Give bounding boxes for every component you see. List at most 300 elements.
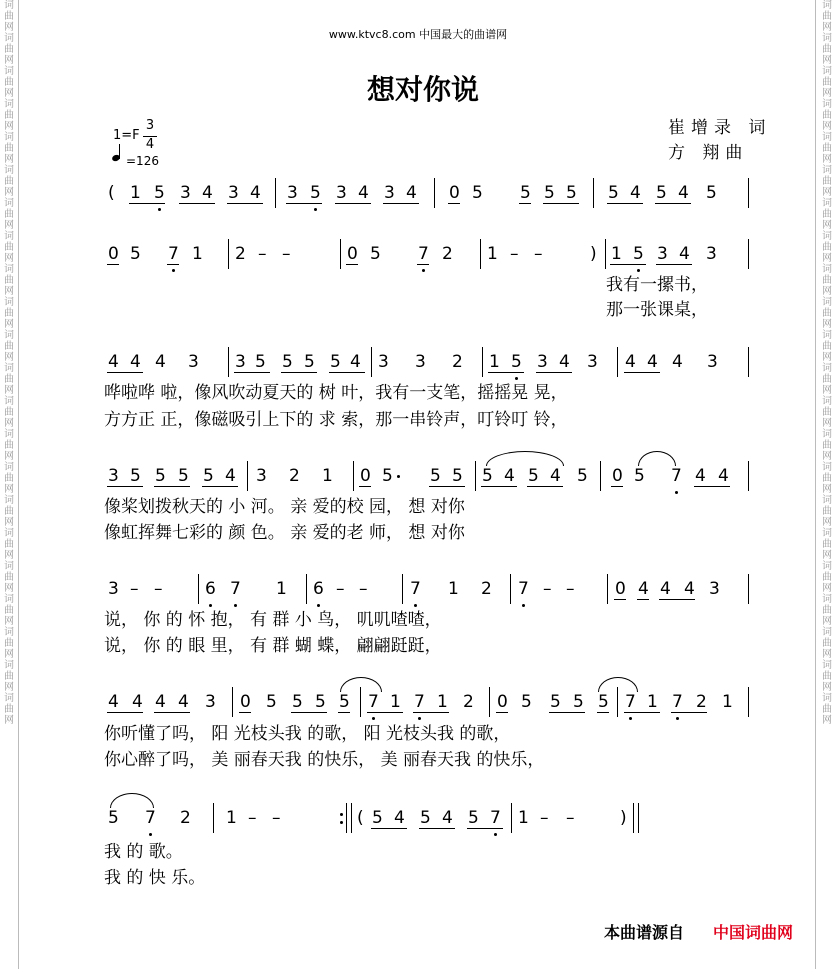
- beam-underline: [413, 712, 449, 713]
- octave-dot-below: [418, 717, 421, 720]
- watermark-glyph: 网: [822, 154, 832, 165]
- beam-underline: [624, 372, 660, 373]
- beam-underline: [655, 203, 691, 204]
- watermark-glyph: 词: [822, 693, 832, 704]
- watermark-glyph: 词: [822, 231, 832, 242]
- watermark-glyph: 曲: [4, 275, 14, 286]
- watermark-glyph: 曲: [4, 209, 14, 220]
- watermark-glyph: 词: [822, 429, 832, 440]
- bar-line: [748, 239, 749, 269]
- beam-underline: [611, 486, 623, 487]
- watermark-glyph: 词: [4, 132, 14, 143]
- score-symbol: 5: [521, 692, 532, 712]
- score-symbol: 5: [310, 183, 321, 203]
- lyric-line-1-verse-1: 我有一摞书，: [606, 275, 708, 295]
- watermark-glyph: 曲: [822, 242, 832, 253]
- score-symbol: –: [272, 808, 281, 828]
- beam-underline: [383, 203, 419, 204]
- watermark-glyph: 网: [4, 616, 14, 627]
- beam-underline: [107, 712, 143, 713]
- beam-underline: [338, 712, 350, 713]
- watermark-glyph: 曲: [4, 341, 14, 352]
- watermark-glyph: 词: [822, 66, 832, 77]
- score-symbol: 5: [468, 808, 479, 828]
- score-symbol: 7: [518, 579, 529, 599]
- score-symbol: 6: [205, 579, 216, 599]
- watermark-glyph: 网: [822, 517, 832, 528]
- watermark-glyph: 网: [4, 583, 14, 594]
- score-symbol: 5: [154, 183, 165, 203]
- score-symbol: 5: [452, 466, 463, 486]
- score-symbol: 5: [315, 692, 326, 712]
- bar-line: [482, 347, 483, 377]
- score-symbol: 5: [633, 244, 644, 264]
- score-symbol: (: [108, 183, 115, 203]
- watermark-glyph: 网: [4, 121, 14, 132]
- octave-dot-below: [234, 604, 237, 607]
- watermark-glyph: 曲: [822, 341, 832, 352]
- score-symbol: 3: [256, 466, 267, 486]
- score-symbol: 5: [178, 466, 189, 486]
- watermark-glyph: 曲: [4, 11, 14, 22]
- watermark-glyph: 网: [822, 715, 832, 726]
- score-symbol: 4: [660, 579, 671, 599]
- score-symbol: 5: [608, 183, 619, 203]
- beam-underline: [429, 486, 465, 487]
- score-symbol: ): [620, 808, 627, 828]
- score-symbol: 4: [672, 352, 683, 372]
- watermark-glyph: 网: [822, 352, 832, 363]
- score-symbol: 5: [304, 352, 315, 372]
- bar-line: [228, 239, 229, 269]
- score-symbol: 1: [487, 244, 498, 264]
- score-symbol: –: [336, 579, 345, 599]
- score-symbol: 3: [378, 352, 389, 372]
- score-symbol: 4: [647, 352, 658, 372]
- score-symbol: 2: [696, 692, 707, 712]
- score-symbol: 7: [414, 692, 425, 712]
- time-signature-bottom: 4: [145, 137, 155, 152]
- score-symbol: 5: [282, 352, 293, 372]
- score-symbol: 4: [132, 692, 143, 712]
- beam-underline: [179, 203, 215, 204]
- score-symbol: –: [154, 579, 163, 599]
- score-symbol: 4: [630, 183, 641, 203]
- score-symbol: –: [248, 808, 257, 828]
- score-symbol: 3: [235, 352, 246, 372]
- time-signature-top: 3: [145, 118, 155, 133]
- watermark-glyph: 网: [822, 319, 832, 330]
- watermark-glyph: 词: [4, 462, 14, 473]
- score-symbol: 1: [322, 466, 333, 486]
- score-symbol: 1: [448, 579, 459, 599]
- score-symbol: 4: [695, 466, 706, 486]
- octave-dot-below: [372, 717, 375, 720]
- beam-underline: [448, 203, 460, 204]
- score-symbol: 7: [625, 692, 636, 712]
- watermark-glyph: 网: [4, 22, 14, 33]
- score-symbol: 4: [678, 183, 689, 203]
- watermark-glyph: 词: [822, 660, 832, 671]
- bar-line: [402, 574, 403, 604]
- watermark-glyph: 词: [4, 99, 14, 110]
- bar-line: [607, 574, 608, 604]
- score-symbol: 5: [550, 692, 561, 712]
- watermark-glyph: 网: [822, 55, 832, 66]
- score-line-1: [0, 182, 836, 204]
- composer-credit: 方 翔曲: [668, 143, 749, 163]
- bar-line: [353, 461, 354, 491]
- watermark-glyph: 词: [4, 561, 14, 572]
- beam-underline: [656, 264, 692, 265]
- score-symbol: –: [540, 808, 549, 828]
- watermark-glyph: 曲: [4, 44, 14, 55]
- watermark-glyph: 网: [4, 451, 14, 462]
- watermark-glyph: 词: [4, 594, 14, 605]
- score-line-6: [0, 691, 836, 713]
- score-symbol: 2: [452, 352, 463, 372]
- score-symbol: 6: [313, 579, 324, 599]
- score-symbol: 4: [250, 183, 261, 203]
- watermark-glyph: 词: [822, 264, 832, 275]
- watermark-glyph: 网: [822, 22, 832, 33]
- score-symbol: –: [258, 244, 267, 264]
- tie-arc: [638, 451, 676, 466]
- watermark-glyph: 曲: [822, 539, 832, 550]
- watermark-glyph: 词: [4, 231, 14, 242]
- beam-underline: [624, 712, 660, 713]
- watermark-glyph: 词: [4, 429, 14, 440]
- watermark-glyph: 网: [4, 649, 14, 660]
- watermark-glyph: 曲: [822, 308, 832, 319]
- bar-line: [351, 803, 352, 833]
- score-symbol: 4: [130, 352, 141, 372]
- watermark-glyph: 曲: [4, 176, 14, 187]
- score-symbol: 1: [647, 692, 658, 712]
- watermark-glyph: 网: [822, 253, 832, 264]
- watermark-glyph: 词: [822, 462, 832, 473]
- beam-underline: [543, 203, 579, 204]
- brand-link[interactable]: 中国词曲网: [713, 923, 794, 942]
- score-symbol: 0: [497, 692, 508, 712]
- beam-underline: [597, 712, 609, 713]
- watermark-glyph: 词: [4, 495, 14, 506]
- watermark-glyph: 曲: [822, 77, 832, 88]
- beam-underline: [286, 203, 322, 204]
- watermark-glyph: 曲: [4, 440, 14, 451]
- watermark-glyph: 词: [4, 363, 14, 374]
- score-symbol: 4: [684, 579, 695, 599]
- score-symbol: 0: [449, 183, 460, 203]
- score-symbol: 5: [573, 692, 584, 712]
- watermark-glyph: 词: [822, 396, 832, 407]
- score-symbol: 3: [537, 352, 548, 372]
- score-symbol: –: [130, 579, 139, 599]
- beam-underline: [129, 203, 165, 204]
- watermark-glyph: 词: [4, 693, 14, 704]
- watermark-glyph: 词: [4, 33, 14, 44]
- lyric-line-5-verse-2: 你心醉了吗， 美 丽春天我 的快乐， 美 丽春天我 的快乐，: [104, 750, 545, 770]
- watermark-glyph: 网: [4, 220, 14, 231]
- watermark-glyph: 网: [822, 121, 832, 132]
- watermark-glyph: 词: [4, 396, 14, 407]
- watermark-glyph: 词: [4, 660, 14, 671]
- watermark-glyph: 网: [4, 352, 14, 363]
- score-symbol: 4: [442, 808, 453, 828]
- score-symbol: 5: [656, 183, 667, 203]
- octave-dot-below: [422, 269, 425, 272]
- octave-dot-below: [209, 604, 212, 607]
- beam-underline: [527, 486, 563, 487]
- watermark-glyph: 网: [4, 154, 14, 165]
- score-symbol: 5: [330, 352, 341, 372]
- beam-underline: [496, 712, 508, 713]
- watermark-glyph: 曲: [822, 572, 832, 583]
- score-symbol: 5: [108, 808, 119, 828]
- watermark-glyph: 网: [4, 319, 14, 330]
- lyric-line-2-verse-1: 哗啦哗 啦，像风吹动夏天的 树 叶，我有一支笔，摇摇晃 晃，: [104, 383, 568, 403]
- score-symbol: 5: [482, 466, 493, 486]
- score-symbol: –: [566, 579, 575, 599]
- watermark-glyph: 词: [4, 198, 14, 209]
- beam-underline: [614, 599, 626, 600]
- score-symbol: –: [543, 579, 552, 599]
- beam-underline: [519, 203, 531, 204]
- lyric-line-3-verse-2: 像虹挥舞七彩的 颜 色。 亲 爱的老 师， 想 对你: [104, 523, 465, 543]
- score-symbol: 1: [226, 808, 237, 828]
- watermark-glyph: 曲: [822, 638, 832, 649]
- quarter-note-head-icon: [111, 154, 121, 162]
- score-symbol: 5: [520, 183, 531, 203]
- score-symbol: 3: [108, 579, 119, 599]
- beam-underline: [607, 203, 643, 204]
- score-symbol: –: [282, 244, 291, 264]
- watermark-glyph: 网: [4, 385, 14, 396]
- watermark-glyph: 曲: [822, 110, 832, 121]
- beam-underline: [291, 712, 327, 713]
- score-symbol: 5: [372, 808, 383, 828]
- watermark-glyph: 曲: [4, 539, 14, 550]
- score-symbol: 1: [611, 244, 622, 264]
- score-symbol: 3: [228, 183, 239, 203]
- score-symbol: 3: [108, 466, 119, 486]
- watermark-glyph: 网: [4, 517, 14, 528]
- lyric-line-6-verse-2: 我 的 快 乐。: [104, 868, 206, 888]
- watermark-glyph: 词: [4, 0, 14, 11]
- bar-line: [633, 803, 634, 833]
- watermark-glyph: 词: [822, 363, 832, 374]
- score-symbol: 7: [230, 579, 241, 599]
- song-title: 想对你说: [366, 73, 479, 106]
- bar-line: [228, 347, 229, 377]
- beam-underline: [329, 372, 365, 373]
- beam-underline: [637, 599, 649, 600]
- octave-dot-below: [637, 269, 640, 272]
- watermark-glyph: 网: [822, 583, 832, 594]
- score-symbol: 0: [612, 466, 623, 486]
- watermark-glyph: 曲: [4, 407, 14, 418]
- beam-underline: [359, 486, 371, 487]
- tie-arc: [486, 451, 564, 466]
- octave-dot-below: [317, 604, 320, 607]
- watermark-glyph: 曲: [822, 44, 832, 55]
- watermark-glyph: 网: [4, 715, 14, 726]
- score-symbol: 0: [108, 244, 119, 264]
- beam-underline: [239, 712, 251, 713]
- beam-underline: [549, 712, 585, 713]
- score-symbol: 2: [289, 466, 300, 486]
- score-symbol: 2: [180, 808, 191, 828]
- bar-line: [605, 239, 606, 269]
- score-symbol: 4: [108, 352, 119, 372]
- score-symbol: 1: [130, 183, 141, 203]
- score-symbol: 4: [394, 808, 405, 828]
- bar-line: [510, 574, 511, 604]
- score-symbol: 3: [707, 352, 718, 372]
- bar-line: [748, 178, 749, 208]
- tie-arc: [340, 677, 382, 692]
- watermark-glyph: 曲: [4, 143, 14, 154]
- watermark-glyph: 曲: [4, 605, 14, 616]
- score-symbol: –: [359, 579, 368, 599]
- bar-line: [489, 687, 490, 717]
- score-symbol: 4: [638, 579, 649, 599]
- score-symbol: 7: [490, 808, 501, 828]
- bar-line: [306, 574, 307, 604]
- watermark-glyph: 词: [4, 330, 14, 341]
- score-symbol: 3: [287, 183, 298, 203]
- score-symbol: 5: [292, 692, 303, 712]
- watermark-glyph: 曲: [4, 374, 14, 385]
- site-header: www.ktvc8.com 中国最大的曲谱网: [328, 28, 508, 41]
- score-symbol: 4: [178, 692, 189, 712]
- octave-dot-below: [522, 604, 525, 607]
- beam-underline: [419, 828, 455, 829]
- score-symbol: 1: [192, 244, 203, 264]
- bar-line: [511, 803, 512, 833]
- bar-line: [475, 461, 476, 491]
- score-symbol: 7: [672, 692, 683, 712]
- score-line-7: [0, 807, 836, 829]
- watermark-glyph: 曲: [822, 209, 832, 220]
- score-symbol: 4: [155, 352, 166, 372]
- score-line-3: [0, 351, 836, 373]
- score-symbol: 4: [718, 466, 729, 486]
- bar-line: [232, 687, 233, 717]
- score-symbol: –: [510, 244, 519, 264]
- bar-line: [748, 687, 749, 717]
- watermark-glyph: 曲: [4, 671, 14, 682]
- score-symbol: 7: [410, 579, 421, 599]
- watermark-glyph: 网: [822, 385, 832, 396]
- score-symbol: 4: [504, 466, 515, 486]
- octave-dot-below: [494, 833, 497, 836]
- watermark-glyph: 网: [822, 220, 832, 231]
- score-symbol: 3: [188, 352, 199, 372]
- watermark-glyph: 网: [4, 253, 14, 264]
- bar-line: [434, 178, 435, 208]
- watermark-glyph: 词: [4, 165, 14, 176]
- watermark-glyph: 曲: [822, 176, 832, 187]
- watermark-glyph: 曲: [4, 473, 14, 484]
- watermark-glyph: 词: [822, 33, 832, 44]
- watermark-glyph: 词: [4, 627, 14, 638]
- score-symbol: 1: [518, 808, 529, 828]
- watermark-glyph: 曲: [4, 704, 14, 715]
- beam-underline: [107, 372, 143, 373]
- lyric-line-4-verse-2: 说， 你 的 眼 里， 有 群 蝴 蝶， 翩翩跹跹，: [104, 636, 442, 656]
- watermark-glyph: 网: [822, 616, 832, 627]
- octave-dot-below: [314, 208, 317, 211]
- score-symbol: 3: [336, 183, 347, 203]
- beam-underline: [335, 203, 371, 204]
- score-symbol: 5: [544, 183, 555, 203]
- beam-underline: [671, 712, 707, 713]
- watermark-glyph: 词: [4, 528, 14, 539]
- bar-line: [748, 347, 749, 377]
- score-symbol: 7: [368, 692, 379, 712]
- tempo-marking: =126: [126, 154, 159, 168]
- watermark-glyph: 网: [4, 418, 14, 429]
- lyric-line-2-verse-2: 方方正 正，像磁吸引上下的 求 索，那一串铃声，叮铃叮 铃，: [104, 410, 568, 430]
- watermark-glyph: 曲: [822, 605, 832, 616]
- score-symbol: ): [590, 244, 597, 264]
- watermark-glyph: 词: [822, 330, 832, 341]
- score-symbol: 5: [430, 466, 441, 486]
- bar-line: [593, 178, 594, 208]
- score-symbol: 5: [511, 352, 522, 372]
- watermark-glyph: 网: [822, 187, 832, 198]
- watermark-glyph: 网: [4, 286, 14, 297]
- score-symbol: 3: [180, 183, 191, 203]
- watermark-glyph: 词: [4, 297, 14, 308]
- score-symbol: 1: [437, 692, 448, 712]
- score-symbol: 4: [155, 692, 166, 712]
- watermark-glyph: 曲: [4, 506, 14, 517]
- beam-underline: [281, 372, 317, 373]
- octave-dot-below: [515, 377, 518, 380]
- octave-dot-below: [158, 208, 161, 211]
- watermark-glyph: 曲: [4, 242, 14, 253]
- watermark-glyph: 曲: [822, 671, 832, 682]
- beam-underline: [467, 828, 503, 829]
- score-symbol: 2: [442, 244, 453, 264]
- watermark-glyph: 曲: [4, 308, 14, 319]
- score-symbol: 3: [384, 183, 395, 203]
- beam-underline: [202, 486, 238, 487]
- watermark-glyph: 网: [4, 682, 14, 693]
- watermark-glyph: 曲: [822, 143, 832, 154]
- lyric-line-1-verse-2: 那一张课桌，: [606, 300, 708, 320]
- octave-dot-below: [149, 833, 152, 836]
- watermark-glyph: 网: [4, 187, 14, 198]
- beam-underline: [536, 372, 572, 373]
- beam-underline: [107, 486, 143, 487]
- score-symbol: 2: [463, 692, 474, 712]
- watermark-glyph: 网: [822, 649, 832, 660]
- bar-line: [480, 239, 481, 269]
- score-symbol: 7: [145, 808, 156, 828]
- bar-line: [371, 347, 372, 377]
- score-symbol: 3: [709, 579, 720, 599]
- beam-underline: [234, 372, 270, 373]
- score-symbol: 3: [657, 244, 668, 264]
- score-symbol: 5: [370, 244, 381, 264]
- bar-line: [638, 803, 639, 833]
- bar-line: [617, 347, 618, 377]
- bar-line: [213, 803, 214, 833]
- source-label: 本曲谱源自: [604, 923, 685, 942]
